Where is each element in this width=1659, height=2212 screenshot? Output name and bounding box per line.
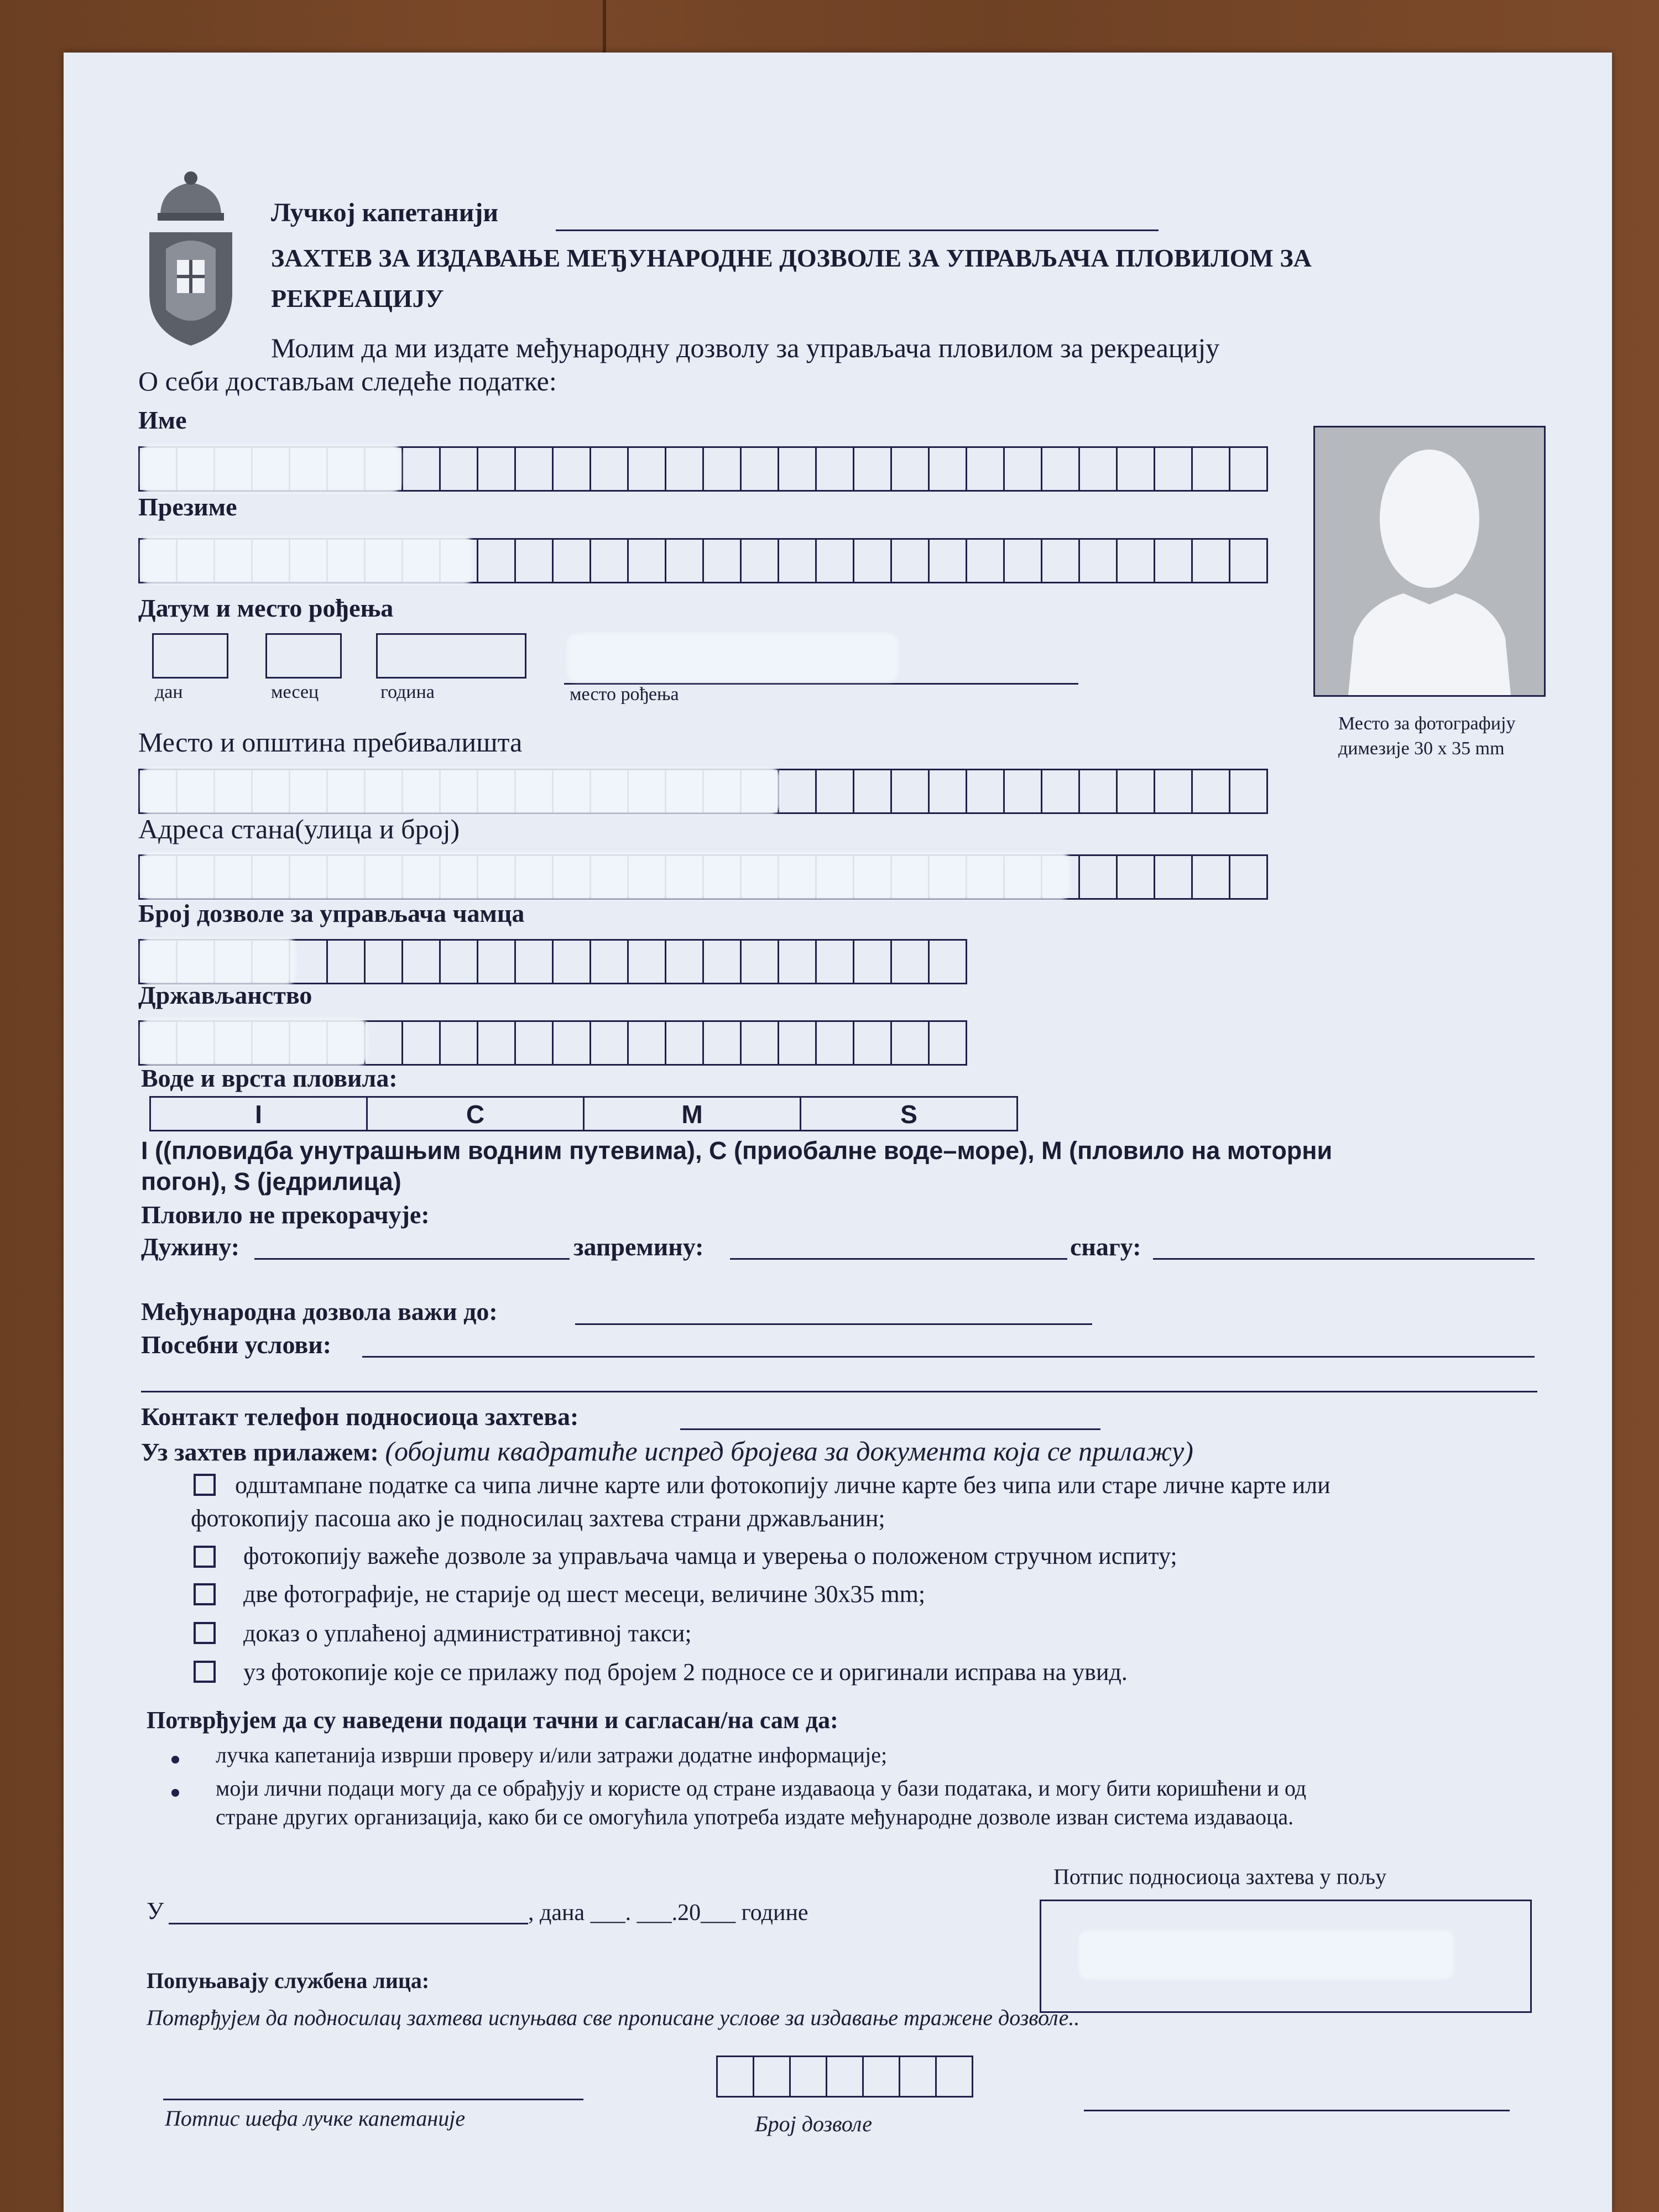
char-box[interactable] [742,939,779,984]
char-box[interactable] [629,538,666,583]
char-box[interactable] [742,538,779,583]
char-box[interactable] [1080,854,1118,900]
waters-label: Воде и врста пловила: [141,1064,398,1092]
volume-line[interactable] [730,1258,1067,1260]
chief-signature-line[interactable] [163,2099,583,2100]
license-number-caption: Број дозволе [755,2111,873,2136]
special-conditions-label: Посебни услови: [141,1331,332,1359]
char-box[interactable] [854,769,892,814]
signature-label: Потпис подносиоца захтева у пољу [1053,1864,1387,1889]
attachment-item-3: две фотографије, не старије од шест месеци, величине 30x35 mm; [243,1580,926,1608]
volume-label: запремину: [573,1233,704,1261]
char-box[interactable] [366,939,403,984]
birthplace-caption: место рођења [570,684,679,705]
char-box[interactable] [591,939,629,984]
char-box[interactable] [930,769,967,814]
char-box[interactable] [892,939,930,984]
char-box[interactable] [441,1020,478,1066]
attachment-checkbox-5[interactable] [194,1661,216,1683]
char-box[interactable] [704,538,742,583]
form-title-line1: ЗАХТЕВ ЗА ИЗДАВАЊЕ МЕЂУНАРОДНЕ ДОЗВОЛЕ ЗА УПРАВЉАЧА ПЛОВИЛОМ ЗА [271,244,1312,272]
char-box[interactable] [864,2056,900,2098]
power-line[interactable] [1153,1258,1535,1260]
char-box[interactable] [779,538,817,583]
char-box[interactable] [930,1020,967,1066]
attachment-item-1-line2: фотокопију пасоша ако је подносилац захтева страни држављанин; [191,1505,885,1532]
char-box[interactable] [666,1020,704,1066]
power-label: снагу: [1070,1233,1141,1261]
birth-month-box[interactable] [265,633,342,679]
char-box[interactable] [817,446,854,492]
intro-text: О себи достављам следеће податке: [138,366,557,397]
vessel-type-c[interactable]: C [366,1096,585,1131]
official-right-line[interactable] [1084,2110,1510,2111]
confirm-bullet-2-line2: стране других организација, како би се омогућила употреба издате међународне дозволе изван система издаваоца. [216,1804,1294,1829]
contact-line[interactable] [680,1428,1100,1430]
char-box[interactable] [591,538,629,583]
char-box[interactable] [1230,538,1268,583]
attachment-checkbox-1[interactable] [194,1474,216,1496]
place-prefix: У [147,1897,164,1924]
char-box[interactable] [516,538,554,583]
license-number-boxes[interactable] [716,2056,973,2098]
birth-label: Датум и место рођења [138,594,394,622]
char-box[interactable] [629,939,666,984]
char-box[interactable] [1230,854,1268,900]
char-box[interactable] [779,769,817,814]
photo-placeholder [1313,426,1546,697]
char-box[interactable] [892,769,930,814]
char-box[interactable] [704,939,742,984]
char-box[interactable] [591,446,629,492]
char-box[interactable] [554,446,591,492]
serbian-coat-of-arms-icon [138,166,243,348]
vessel-type-m[interactable]: M [583,1096,801,1131]
char-box[interactable] [892,538,930,583]
char-box[interactable] [1005,769,1042,814]
char-box[interactable] [817,769,854,814]
char-box[interactable] [516,1020,554,1066]
place-line[interactable] [169,1923,528,1924]
attachments-heading: Уз захтев прилажем: (обојити квадратиће испред бројева за документа која се прилажу) [141,1436,1193,1467]
char-box[interactable] [478,446,516,492]
char-box[interactable] [1193,854,1230,900]
citizenship-label: Држављанство [138,981,312,1009]
month-caption: месец [271,682,319,702]
char-box[interactable] [1080,769,1118,814]
official-heading: Попуњавају службена лица: [147,1968,430,1993]
address-label: Адреса стана(улица и број) [138,813,460,844]
char-box[interactable] [441,446,478,492]
char-box[interactable] [718,2056,754,2098]
char-box[interactable] [1118,769,1155,814]
year-caption: година [380,682,435,702]
char-box[interactable] [1155,769,1193,814]
char-box[interactable] [967,446,1005,492]
char-box[interactable] [554,939,591,984]
recipient-line[interactable] [556,229,1159,231]
attachment-item-4: доказ о уплаћеној административној такси; [243,1620,692,1647]
char-box[interactable] [892,446,930,492]
char-box[interactable] [967,769,1005,814]
attachment-checkbox-3[interactable] [194,1583,216,1605]
char-box[interactable] [1155,446,1193,492]
special-conditions-line-1[interactable] [362,1356,1535,1358]
official-statement: Потврђујем да подносилац захтева испуњава све прописане услове за издавање тражене дозволе.. [147,2005,1080,2030]
char-box[interactable] [328,939,366,984]
char-box[interactable] [1230,446,1268,492]
form-title-line2: РЕКРЕАЦИЈУ [271,284,444,312]
char-box[interactable] [892,1020,930,1066]
attachment-checkbox-4[interactable] [194,1622,216,1644]
char-box[interactable] [854,446,892,492]
char-box[interactable] [403,939,441,984]
request-text: Молим да ми издате међународну дозволу за управљача пловилом за рекреацију [271,332,1220,363]
char-box[interactable] [817,538,854,583]
char-box[interactable] [516,446,554,492]
first-name-label: Име [138,406,187,434]
attachments-note: (обојити квадратиће испред бројева за документа која се прилажу) [385,1436,1193,1467]
attachment-item-1-line1: одштампане податке са чипа личне карте или фотокопију личне карте без чипа или старе личне карте или [235,1472,1331,1499]
char-box[interactable] [930,939,967,984]
recipient-label: Лучкој капетанији [271,198,499,227]
char-box[interactable] [779,1020,817,1066]
char-box[interactable] [704,1020,742,1066]
photo-caption-2: димезије 30 x 35 mm [1338,738,1505,759]
char-box[interactable] [591,1020,629,1066]
char-box[interactable] [1230,769,1268,814]
char-box[interactable] [1193,446,1230,492]
birth-day-box[interactable] [152,633,228,679]
char-box[interactable] [1005,446,1042,492]
char-box[interactable] [1042,538,1080,583]
day-caption: дан [155,682,183,702]
residence-label: Место и општина пребивалишта [138,727,523,758]
char-box[interactable] [516,939,554,984]
char-box[interactable] [1193,769,1230,814]
char-box[interactable] [1193,538,1230,583]
char-box[interactable] [666,939,704,984]
char-box[interactable] [1118,854,1155,900]
char-box[interactable] [937,2056,973,2098]
vessel-type-i[interactable]: I [149,1096,368,1131]
person-silhouette-icon [1315,427,1544,695]
char-box[interactable] [478,1020,516,1066]
char-box[interactable] [554,538,591,583]
char-box[interactable] [930,446,967,492]
char-box[interactable] [900,2056,937,2098]
last-name-label: Презиме [138,493,237,521]
char-box[interactable] [754,2056,791,2098]
photo-caption-1: Место за фотографију [1338,713,1516,734]
char-box[interactable] [478,939,516,984]
char-box[interactable] [1118,446,1155,492]
char-box[interactable] [1118,538,1155,583]
char-box[interactable] [666,538,704,583]
date-text: , дана ___. ___.20___ године [528,1900,808,1926]
chief-signature-caption: Потпис шефа лучке капетаније [165,2106,466,2131]
char-box[interactable] [554,1020,591,1066]
char-box[interactable] [742,1020,779,1066]
char-box[interactable] [1005,538,1042,583]
char-box[interactable] [403,1020,441,1066]
attachment-checkbox-2[interactable] [194,1546,216,1568]
char-box[interactable] [403,446,441,492]
application-form-sheet [64,53,1612,2212]
confirm-bullet-2-line1: моји лични подаци могу да се обрађују и користе од стране издаваоца у бази података, и могу бити коришћени и од [216,1776,1307,1801]
char-box[interactable] [742,446,779,492]
limits-heading: Пловило не прекорачује: [141,1201,430,1229]
vessel-legend-line2: погон), S (једрилица) [141,1167,401,1196]
length-label: Дужину: [141,1233,240,1261]
boat-license-label: Број дозволе за управљача чамца [138,899,525,927]
char-box[interactable] [629,446,666,492]
vessel-legend-line1: I ((пловидба унутрашњим водним путевима), C (приобалне воде–море), M (пловило на моторни [141,1136,1333,1165]
char-box[interactable] [967,538,1005,583]
valid-until-label: Међународна дозвола важи до: [141,1297,498,1326]
char-box[interactable] [779,446,817,492]
char-box[interactable] [704,446,742,492]
attachment-item-2: фотокопију важеће дозволе за управљача чамца и уверења о положеном стручном испиту; [243,1542,1177,1569]
char-box[interactable] [1155,538,1193,583]
char-box[interactable] [930,538,967,583]
char-box[interactable] [666,446,704,492]
char-box[interactable] [1080,538,1118,583]
char-box[interactable] [366,1020,403,1066]
length-line[interactable] [254,1258,570,1260]
contact-label: Контакт телефон подносиоца захтева: [141,1402,579,1431]
char-box[interactable] [629,1020,666,1066]
char-box[interactable] [817,1020,854,1066]
char-box[interactable] [1080,446,1118,492]
confirm-heading: Потврђујем да су наведени подаци тачни и сагласан/на сам да: [147,1707,838,1734]
special-conditions-line-2[interactable] [141,1391,1537,1392]
char-box[interactable] [817,939,854,984]
char-box[interactable] [1042,769,1080,814]
attachment-item-5: уз фотокопије које се прилажу под бројем 2 подносе се и оригинали исправа на увид. [243,1658,1128,1686]
confirm-bullet-1: лучка капетанија изврши проверу и/или затражи додатне информације; [216,1743,888,1767]
birth-year-box[interactable] [376,633,526,679]
char-box[interactable] [478,538,516,583]
valid-until-line[interactable] [575,1323,1092,1325]
char-box[interactable] [441,939,478,984]
char-box[interactable] [854,1020,892,1066]
char-box[interactable] [854,939,892,984]
char-box[interactable] [854,538,892,583]
char-box[interactable] [1155,854,1193,900]
char-box[interactable] [791,2056,827,2098]
vessel-type-s[interactable]: S [800,1096,1018,1131]
char-box[interactable] [1042,446,1080,492]
char-box[interactable] [290,939,328,984]
char-box[interactable] [779,939,817,984]
char-box[interactable] [827,2056,864,2098]
